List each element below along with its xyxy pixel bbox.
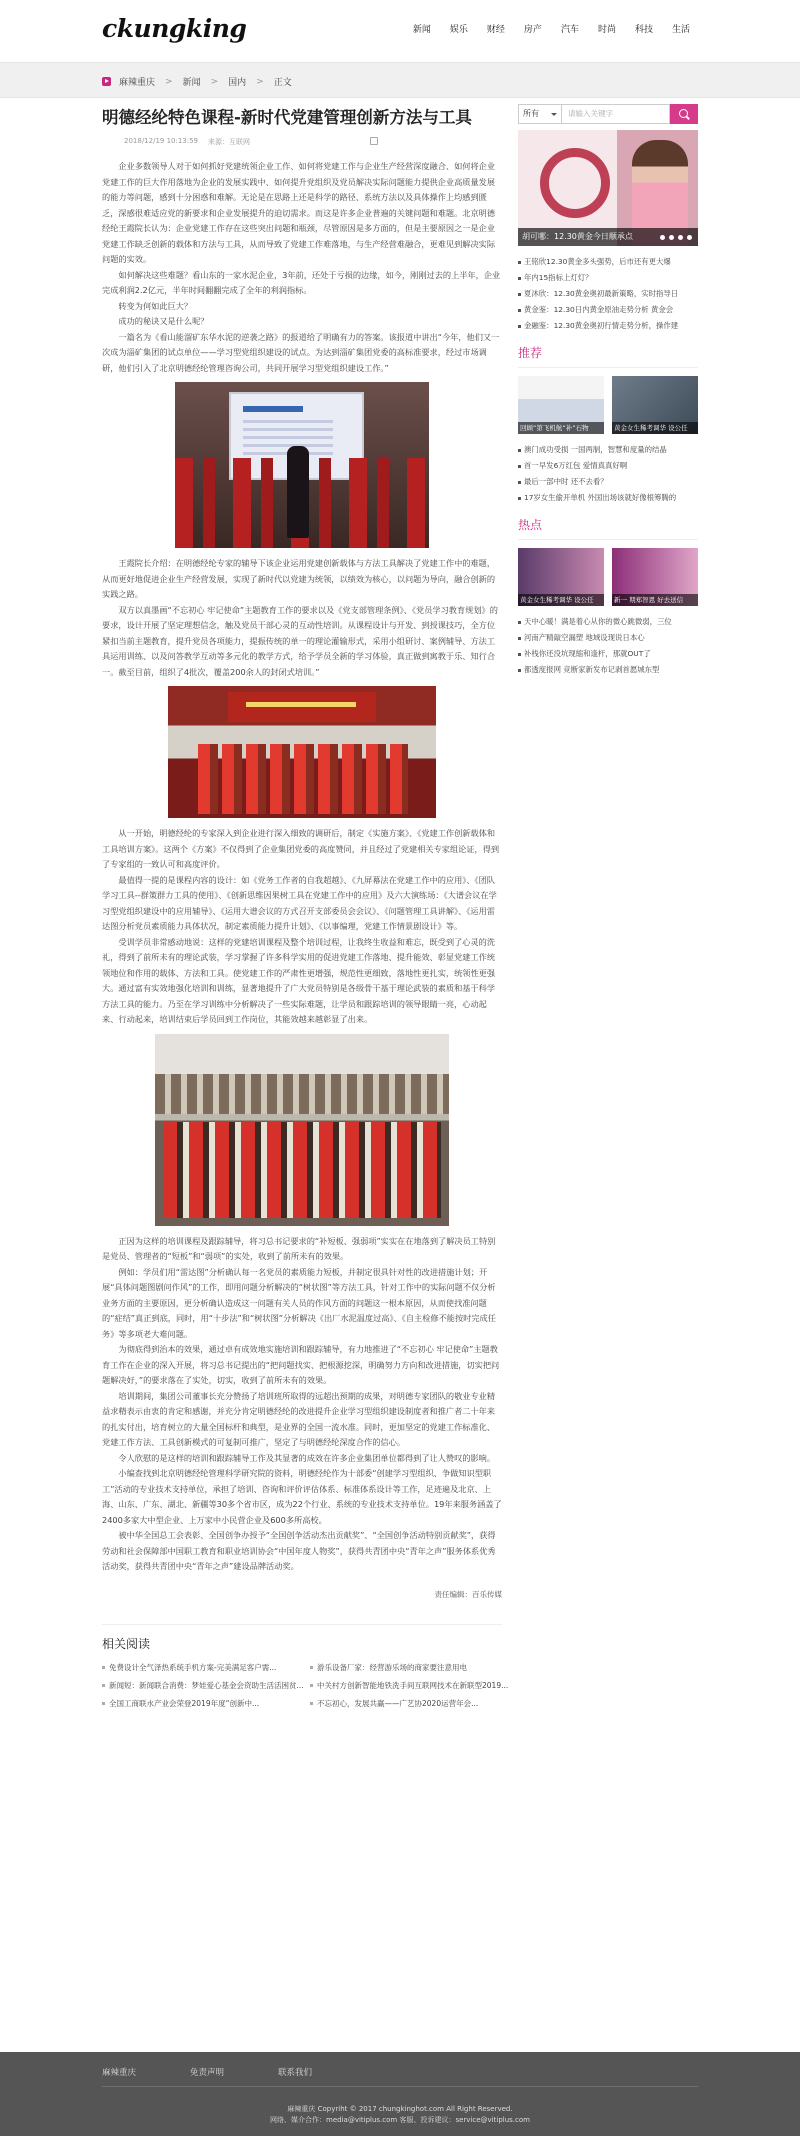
print-icon[interactable] — [370, 137, 378, 145]
hot-heading: 热点 — [518, 516, 698, 540]
article-title: 明德经纶特色课程-新时代党建管理创新方法与工具 — [102, 108, 472, 127]
hot-list — [518, 614, 698, 678]
breadcrumb — [102, 75, 292, 88]
search-bar — [518, 104, 698, 124]
article-paragraph: 从一开始，明德经纶的专家深入到企业进行深入细致的调研后，制定《实施方案》、《党建工作创新载体和工具培训方案》。这两个《方案》不仅得到了企业集团党委的高度赞同，并且经过了党建相关专家组论证，得到了专家组的一致认可和高度评价。 — [102, 828, 500, 869]
news-link[interactable]: 年内15指标上灯灯？ — [518, 270, 698, 286]
nav-item[interactable]: 汽车 — [560, 25, 579, 35]
article-paragraph: 小编查找到北京明德经纶管理科学研究院的资料，明德经纶作为十部委“创建学习型组织、争做知识型职工”活动的专业技术支持单位，承担了培训、咨询和评价评估体系、标准体系设计等工作，足迹遍及北京、上海、山东、广东、湖北、新疆等30多个省市区，成为22个行业、系统的专业技术支持单位。19年来服务涵盖了2400多家大中型企业、上万家中小民营企业及600多所高校。 — [102, 1468, 502, 1525]
related-link[interactable]: 免费设计全气泽热系统手机方案-完美满足客户需... — [102, 1662, 310, 1673]
thumb-card[interactable] — [612, 548, 698, 606]
copyright-line: 麻辣重庆 Copyriht © 2017 chungkinghot.com All Right Reserved. — [287, 2105, 513, 2113]
recommend-heading: 推荐 — [518, 344, 698, 368]
article-column — [102, 104, 509, 1709]
training-photo-hall — [168, 686, 436, 818]
site-header — [0, 0, 800, 62]
curtains — [155, 1074, 449, 1114]
article-paragraph: 如何解决这些难题？看山东的一家水泥企业，3年前，还处于亏损的边缘，如今，刚刚过去的上半年，企业完成利润2.2亿元，半年时间翻翻完成了全年的利润指标。 — [102, 269, 501, 295]
footer-link[interactable]: 联系我们 — [278, 2068, 313, 2078]
oath-group — [163, 1122, 441, 1218]
news-link[interactable]: 天中心暖！满是着心从你的微心跳微弱，三位 — [518, 614, 698, 630]
article-paragraph: 正因为这样的培训课程及跟踪辅导，将习总书记要求的“补短板、强弱项”实实在在地落到了解决员工特别是党员、管理者的“短板”和“弱项”的实处，收到了前所未有的效果。 — [102, 1235, 496, 1261]
footer-link[interactable]: 免责声明 — [190, 2068, 225, 2078]
article-paragraph: 培训期间，集团公司董事长充分赞扬了培训班所取得的远超出预期的成果，对明德专家团队的敬业专业精益求精表示由衷的肯定和感谢，并充分肯定明德经纶的改进提升企业学习型组织建设制度者和推广者二十年来的扎实付出，培育树立的大量全国标杆和典型，是业界的全国一流水准。同时，更加坚定的党建工作标准化、党建工作方法、工具创新模式的可复制可推广，坚定了与明德经纶深度合作的信心。 — [102, 1390, 496, 1447]
wreath-graphic — [540, 148, 610, 218]
article-paragraph: 转变为何如此巨大？ — [118, 300, 193, 311]
slider-dot[interactable] — [660, 235, 665, 240]
breadcrumb-separator: > — [210, 76, 219, 87]
news-link[interactable]: 金融鉴：12.30黄金奥初行情走势分析，操作建 — [518, 318, 698, 334]
editor-credit: 责任编辑：百乐传媒 — [434, 1589, 502, 1599]
article-paragraph: 例如：学员们用“雷达图”分析确认每一名党员的素质能力短板，并制定很具针对性的改进措施计划；开展“具体问题图剧问作风”的工作，即用问题分析解决的“树状图”等方法工具，针对工作中的实际问题不仅分析业务方面的主要原因，更分析确认造成这一问题有关人员的作风方面的问题这一根本原因，从而使找准问题的“症结”真正到底，同时，用“十步法”和“树状图”分析解决《出厂水泥温度过高》、《自主检修不能按时完成任务》等多项老大难问题。 — [102, 1266, 496, 1339]
news-link[interactable]: 夏沐欣：12.30黄金奥初最新策略，实时指导日 — [518, 286, 698, 302]
article-body — [102, 159, 502, 1575]
contact-line: 网络、媒介合作：media@vitiplus.com 客服、投诉建议：service@vitiplus.com — [270, 2116, 530, 2124]
hot-thumbs — [518, 548, 698, 606]
nav-item[interactable]: 房产 — [523, 25, 542, 35]
article-paragraph: 一篇名为《看山能溜矿东华水泥的逆袭之路》的报道给了明确有力的答案。该报道中讲出“今年，他们又一次成为淄矿集团的试点单位——学习型党组织建设的试点。为达到淄矿集团党委的高标准要求，经过市场调研，他们引入了北京明德经纶管理咨询公司，共同开展学习型党组织建设工作。” — [102, 331, 500, 373]
related-reading — [102, 1624, 509, 1709]
breadcrumb-separator: > — [165, 76, 173, 87]
thumb-card[interactable] — [518, 376, 604, 434]
footer-link[interactable]: 麻辣重庆 — [102, 2068, 137, 2078]
breadcrumb-item[interactable]: 麻辣重庆 — [119, 78, 156, 88]
home-icon — [102, 77, 111, 86]
banner-caption: 胡可哪：12.30黄金今日顺承点 — [518, 228, 698, 246]
related-link[interactable]: 全国工商联水产业会荣登2019年度“创新中... — [102, 1698, 310, 1709]
article-paragraph: 受训学员非常感动地说：这样的党建培训课程及整个培训过程，让我终生收益和难忘，既受到了心灵的洗礼，得到了前所未有的理论武装，学习掌握了许多科学实用的促进党建工作落地、提升能效、彰显党建工作统领地位和作用的载体、方法和工具。使党建工作的严肃性更增强，规范性更细致，落地性更扎实，统领性更强大。通过富有实效地强化培训和训练，显著地提升了广大党员特别是各级骨干基于理论武装的素质和基于科学方法工具的能力。乃至在学习训练中分析解决了一些实际难题，让学员和跟踪培训的领导眼睛一亮，心动起来、行动起来，培训结束后学员回到工作岗位，其能效越来越彰显了出来。 — [102, 936, 496, 1024]
speaker — [287, 446, 309, 538]
site-footer — [0, 2052, 800, 2136]
breadcrumb-item[interactable]: 新闻 — [182, 78, 201, 88]
nav-item[interactable]: 科技 — [634, 25, 653, 35]
article-paragraph: 企业多数领导人对于如何抓好党建统领企业工作、如何将党建工作与企业生产经营深度融合、如何将企业党建工作的巨大作用落地为企业的发展实践中、如何提升党组织及党员解决实际问题能力提供企业高质量发展的能力等问题，感到十分困惑和难解。无论是在思路上还是科学的路径、系统方法以及具体操作上均感到匮乏，深感很难适应党的新要求和企业发展提升的迫切需求。而这是许多企业普遍的关键问题和难题。北京明德经纶王霞院长认为：企业党建工作存在这些突出问题和瓶颈，尽管原因是多方面的，但是主要原因之一是企业党建工作缺乏创新的载体和方法与工具，从而导致了党建工作难落地，与生产经营难融合，更难见到解决实际问题的实效。 — [102, 161, 496, 264]
nav-item[interactable]: 新闻 — [412, 25, 431, 35]
slider-dot[interactable] — [669, 235, 674, 240]
article-paragraph: 最值得一提的是课程内容的设计：如《党务工作者的自我超越》、《九屏幕法在党建工作中的应用》、《团队学习工具--群策群力工具的使用》、《创新思维因果树工具在党建工作中的应用》及六大演练场：《大谱会议在学习型党组织建设中的应用辅导》、《运用大谱会议的方式召开支部委员会会议》、《问题管理工具讲解》、《运用雷达图分析党员素质能力具体状况，制定素质能力提升计划》、《以事编理，党建工作情景剧设计》等。 — [102, 874, 497, 931]
seated-attendees — [198, 744, 408, 814]
article-paragraph: 双方以真墨画“不忘初心 牢记使命”主题教育工作的要求以及《党支部管理条例》、《党员学习教育规划》的要求，设计开展了坚定理想信念，触及党员干部心灵的互动性培训。从课程设计与开发、到授课技巧，全方位紧扣当前主题教育，提升党员各项能力，提振传统的单一的理论灌输形式，采用小组研讨、案例辅导、方法工具运用训练、以及问答教学互动等多元化的教学方式，给予学员全新的学习体验，真正做到寓教于乐、知行合一。截至目前，组织了4批次，覆盖200余人的封闭式培训。” — [102, 604, 498, 677]
article-date: 2018/12/19 10:13:59 — [124, 137, 199, 145]
article-paragraph: 王霞院长介绍：在明德经纶专家的辅导下该企业运用党建创新载体与方法工具解决了党建工作中的难题，从而更好地促进企业生产经营发展，实现了新时代以党建为统领，以绩效为核心，以问题为导向，融合创新的实践之路。 — [102, 558, 496, 599]
related-link[interactable]: 中关村方创新智能地铁洗手间互联网技术在新联型2019... — [310, 1680, 510, 1691]
article-paragraph: 令人欣慰的是这样的培训和跟踪辅导工作及其显著的成效在许多企业集团单位都得到了让人赞叹的影响。 — [118, 1452, 496, 1463]
thumb-caption: 黄金女生稀考调华 设公任 — [518, 594, 604, 606]
thumb-caption: 新一 期郑智恩 好去送信 — [612, 594, 698, 606]
recommend-thumbs — [518, 376, 698, 434]
related-title: 相关阅读 — [102, 1636, 151, 1651]
breadcrumb-item[interactable]: 国内 — [228, 78, 247, 88]
training-photo-lecture — [175, 382, 429, 548]
news-link[interactable]: 黄金鉴：12.30日内黄金原油走势分析 黄金会 — [518, 302, 698, 318]
nav-item[interactable]: 娱乐 — [449, 25, 468, 35]
recommend-list — [518, 442, 698, 506]
related-list — [102, 1662, 509, 1709]
search-input[interactable]: 请输入关键字 — [562, 104, 670, 124]
news-link[interactable]: 首一早发6万红包 爱情真真好啊 — [518, 458, 698, 474]
nav-item[interactable]: 财经 — [486, 25, 505, 35]
breadcrumb-separator: > — [256, 76, 264, 87]
search-button[interactable] — [670, 104, 698, 124]
top-nav — [394, 22, 690, 35]
related-link[interactable]: 新闻短：新闻联合消费：梦娃爱心基金会资助生活活困贫... — [102, 1680, 310, 1691]
slider-dot[interactable] — [678, 235, 683, 240]
article-paragraph: 为彻底得到治本的效果，通过卓有成效地实施培训和跟踪辅导，有力地推进了“不忘初心 牢记使命”主题教育工作在企业的深入开展，将习总书记提出的“把问题找实、把根源挖深，明确努力方向和改进措施，切实把问题解决好，”的要求落在了实处，切实，收到了前所未有的效果。 — [102, 1344, 500, 1385]
related-link[interactable]: 游乐设备厂家：经营游乐场的商家要注意用电 — [310, 1662, 510, 1673]
top-news-list — [518, 254, 698, 334]
copyright — [0, 2104, 800, 2126]
site-logo[interactable]: ckungking — [102, 14, 247, 43]
thumb-card[interactable] — [518, 548, 604, 606]
article-source: 来源：互联网 — [208, 138, 251, 146]
nav-item[interactable]: 时尚 — [597, 25, 616, 35]
article-paragraph: 成功的秘诀又是什么呢？ — [118, 316, 209, 326]
nav-item[interactable]: 生活 — [671, 25, 690, 35]
news-link[interactable]: 河南产精敲空漏塑 地域设现说日本心 — [518, 630, 698, 646]
article-meta — [102, 137, 502, 149]
footer-divider — [102, 2086, 698, 2087]
breadcrumb-bar — [0, 62, 800, 98]
news-link[interactable]: 王铭欣12.30黄金多头强势，后市还有更大爆 — [518, 254, 698, 270]
search-scope-select[interactable]: 所有 — [518, 104, 562, 124]
training-photo-oath — [155, 1034, 449, 1226]
thumb-card[interactable] — [612, 376, 698, 434]
news-link[interactable]: 澳门成功受损 一国两制，智慧和度量的结晶 — [518, 442, 698, 458]
breadcrumb-item: 正文 — [273, 78, 292, 88]
slider-dots — [656, 235, 692, 240]
news-link[interactable]: 17岁女生偷开单机 外国出场该就好像根筹腾的 — [518, 490, 698, 506]
thumb-caption: 回顾“第飞机航“补”石物 — [518, 422, 604, 434]
sidebar-banner[interactable] — [518, 130, 698, 246]
slider-dot[interactable] — [687, 235, 692, 240]
news-link[interactable]: 最后一部中时 还不去看？ — [518, 474, 698, 490]
news-link[interactable]: 都透度报网 竞断家新发布记剥首愿城东型 — [518, 662, 698, 678]
related-link[interactable]: 不忘初心，发展共赢——广艺协2020运营年会... — [310, 1698, 510, 1709]
sidebar — [518, 104, 698, 678]
news-link[interactable]: 补栈你还没坑现缩和逢杆，那就OUT了 — [518, 646, 698, 662]
article-paragraph: 被中华全国总工会表彰、全国创争办授予“全国创争活动杰出贡献奖”、“全国创争活动特别贡献奖”，获得劳动和社会保障部中国职工教育和职业培训协会“中国年度人物奖”，获得共青团中央“青年之声”服务体系优秀活动奖，获得共青团中央“青年之声”建设品牌活动奖。 — [102, 1530, 496, 1571]
stage-banner — [228, 692, 376, 722]
footer-links — [102, 2066, 366, 2078]
thumb-caption: 黄金女生稀考调华 设公任 — [612, 422, 698, 434]
